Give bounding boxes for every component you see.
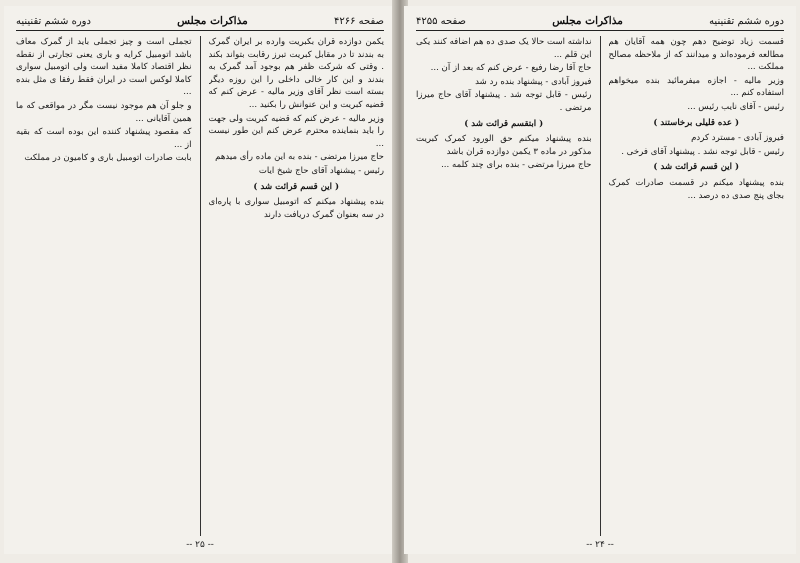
paragraph: حاج آقا رضا رفیع - عرض کنم که بعد از آن ... xyxy=(430,63,592,74)
left-page-footer: -- ۲۵ -- xyxy=(186,540,214,550)
paragraph: بابت صادرات اتومبیل باری و کامیون در مملکت xyxy=(24,153,192,164)
paragraph: رئیس - قابل توجه نشد . پیشنهاد آقای فرخی . xyxy=(621,146,784,157)
paragraph: تجملی است و چیز تجملی باید از گمرک معاف باشد اتومبیل کرایه و باری یعنی تجارتی از نقطه نظر اقتصاد کاملا مفید است ولی اتومبیل سواری کاملا لوکس است در ایران فقط رفقا ی مثل بنده ... xyxy=(16,37,192,98)
paragraph: حاج میرزا مرتضی - بنده برای چند کلمه ... xyxy=(441,160,592,171)
paragraph: حاج میرزا مرتضی - بنده به این ماده رأی میدهم xyxy=(215,152,384,163)
paragraph: بنده پیشنهاد میکنم که اتومبیل سواری با پاره‌ای در سه بعنوان گمرک دریافت دارند xyxy=(208,197,384,220)
left-page-column-right xyxy=(209,36,385,536)
paragraph: رئیس - آقای نایب رئیس ... xyxy=(687,101,784,112)
left-page-header xyxy=(16,12,384,31)
right-page-column-left xyxy=(416,36,592,536)
left-page-number: صفحه ۴۲۶۶ xyxy=(333,15,384,27)
paragraph: بنده پیشنهاد میکنم حق الورود کمرک کبریت مذکور در ماده ۳ یکمن دوازده قران باشد xyxy=(416,134,592,157)
paragraph: فیروز آبادی - مسترد کردم xyxy=(691,133,784,144)
paragraph: قسمت زیاد توضیح دهم چون همه آقایان هم مطالعه فرموده‌اند و میدانند که از ملاحظه مصالح مملکت ... xyxy=(608,37,784,73)
column-divider xyxy=(600,36,601,536)
right-page-footer: -- ۲۴ -- xyxy=(586,540,614,550)
left-page xyxy=(4,6,396,554)
right-page-header xyxy=(416,12,784,31)
paragraph: بنده پیشنهاد میکنم در قسمت صادرات کمرک بجای پنج صدی ده درصد ... xyxy=(608,177,784,201)
right-page-title: مذاکرات مجلس xyxy=(552,15,623,27)
paragraph: و جلو آن هم موجود نیست مگر در مواقعی که ما همین آقایانی ... xyxy=(16,100,192,124)
paragraph: رئیس - پیشنهاد آقای حاج شیخ ایات xyxy=(258,165,384,176)
left-page-body xyxy=(16,36,384,536)
reading-note: ( عده قلیلی برخاستند ) xyxy=(653,117,740,128)
paragraph: رئیس - قابل توجه شد . پیشنهاد آقای حاج میرزا مرتضی . xyxy=(416,90,592,113)
reading-note: ( این قسم قرائت شد ) xyxy=(653,162,740,173)
paragraph: وزیر مالیه - عرض کنم که قضیه کبریت ولی جهت را باید بنماینده محترم عرض کنم این طور نیست ... xyxy=(208,113,384,149)
right-page-column-right xyxy=(609,36,785,536)
paragraph: نداشته است حالا یک صدی ده هم اضافه کنند یکی این قلم ... xyxy=(416,37,592,60)
reading-note: ( این قسم قرائت شد ) xyxy=(253,181,340,192)
right-page-number: صفحه ۴۲۵۵ xyxy=(416,15,467,27)
paragraph: فیروز آبادی - پیشنهاد بنده رد شد xyxy=(475,76,592,87)
left-page-column-left xyxy=(16,36,192,536)
paragraph: وزیر مالیه - اجازه میفرمائید بنده میخواهم استفاده کنم ... xyxy=(608,75,784,99)
reading-note: ( ابتقسم قرائت شد ) xyxy=(464,118,544,129)
column-divider xyxy=(200,36,201,536)
left-page-session: دوره ششم تقنینیه xyxy=(16,15,91,27)
paragraph: که مقصود پیشنهاد کننده این بوده است که بقیه از ... xyxy=(16,127,192,150)
paragraph: یکمن دوازده قران بکبریت وارده بر ایران گمرک به بندند تا در مقابل کبریت تبرز رقابت بتواند بکند . وقتی که شرکت ظفر هم بوجود آمد گمرک به بندند و این کار خالی داخلی را این روزه دیگر بسته است نظر آقای وزیر مالیه - عرض کنم که قضیه کبریت و این عنوانش را بکنید ... xyxy=(208,37,384,110)
right-page-body xyxy=(416,36,784,536)
right-page-session: دوره ششم تقنینیه xyxy=(709,15,784,27)
left-page-title: مذاکرات مجلس xyxy=(177,15,248,27)
right-page xyxy=(404,6,796,554)
